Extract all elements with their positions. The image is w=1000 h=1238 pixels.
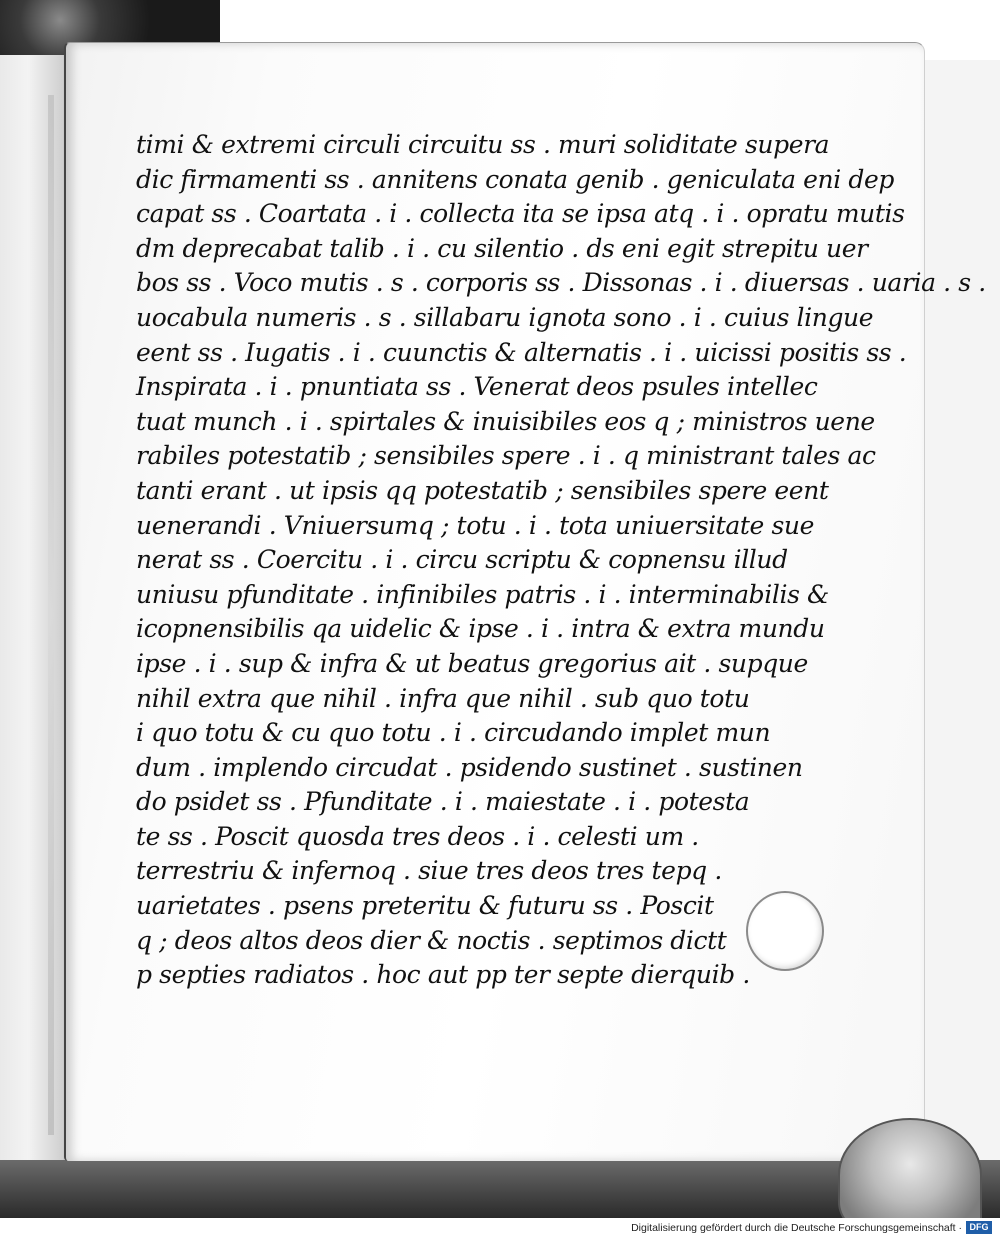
manuscript-line: uarietates . psens preteritu & futuru ss . Poscit — [136, 891, 714, 921]
manuscript-line: nerat ss . Coercitu . i . circu scriptu & copnensu illud — [136, 545, 788, 575]
manuscript-line: uniusu pfunditate . infinibiles patris . i . interminabilis & — [136, 579, 829, 609]
dfg-logo-icon: DFG — [966, 1221, 992, 1234]
manuscript-line: dum . implendo circudat . psidendo sustinet . sustinen — [136, 752, 803, 782]
manuscript-line: dm deprecabat talib . i . cu silentio . ds eni egit strepitu uer — [136, 233, 868, 263]
manuscript-line: timi & extremi circuli circuitu ss . muri soliditate supera — [136, 130, 830, 159]
manuscript-line: rabiles potestatib ; sensibiles spere . i . q ministrant tales ac — [136, 441, 876, 471]
manuscript-line: tuat munch . i . spirtales & inuisibiles eos q ; ministros uene — [136, 406, 875, 436]
manuscript-line: q ; deos altos deos dier & noctis . septimos dictt — [136, 925, 727, 955]
manuscript-line: nihil extra que nihil . infra que nihil . sub quo totu — [136, 683, 750, 713]
manuscript-line: terrestriu & infernoq . siue tres deos tres tepq . — [136, 856, 722, 886]
manuscript-line: p septies radiatos . hoc aut pp ter septe dierquib . — [136, 960, 750, 990]
manuscript-line: do psidet ss . Pfunditate . i . maiestate . i . potesta — [136, 787, 750, 817]
manuscript-line: ipse . i . sup & infra & ut beatus gregorius ait . supque — [136, 648, 808, 678]
manuscript-line: i quo totu & cu quo totu . i . circudando implet mun — [136, 718, 771, 748]
manuscript-line: te ss . Poscit quosda tres deos . i . celesti um . — [136, 821, 699, 851]
manuscript-line: icopnensibilis qa uidelic & ipse . i . intra & extra mundu — [136, 614, 825, 644]
manuscript-line: Inspirata . i . pnuntiata ss . Venerat deos psules intellec — [136, 372, 818, 402]
manuscript-line: capat ss . Coartata . i . collecta ita se ipsa atq . i . opratu mutis — [136, 199, 905, 229]
manuscript-line: eent ss . Iugatis . i . cuunctis & alternatis . i . uicissi positis ss . — [136, 337, 907, 367]
manuscript-line: tanti erant . ut ipsis qq potestatib ; sensibiles spere eent — [136, 475, 829, 505]
manuscript-text — [136, 128, 986, 993]
manuscript-line: uenerandi . Vniuersumq ; totu . i . tota uniuersitate sue — [136, 510, 814, 540]
manuscript-line: dic firmamenti ss . annitens conata genib . geniculata eni dep — [136, 164, 895, 194]
manuscript-line: uocabula numeris . s . sillabaru ignota sono . i . cuius lingue — [136, 302, 874, 332]
page-fold — [48, 95, 54, 1135]
funding-credit: Digitalisierung gefördert durch die Deutsche Forschungsgemeinschaft · — [631, 1222, 962, 1234]
footer-bar — [0, 1218, 1000, 1238]
facing-page-edge — [0, 55, 72, 1165]
holding-thumb — [838, 1118, 982, 1232]
manuscript-line: bos ss . Voco mutis . s . corporis ss . Dissonas . i . diuersas . uaria . s . — [136, 268, 986, 298]
